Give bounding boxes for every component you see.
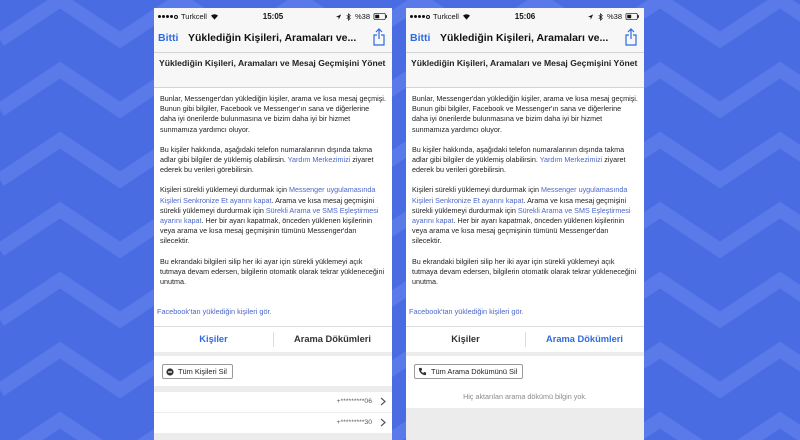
carrier-name: Turkcell: [181, 12, 207, 21]
paragraph-settings: [160, 185, 386, 246]
sync-contacts-link[interactable]: Messenger uygulamasında Kişileri Senkronize Et ayarını kapat: [160, 185, 376, 205]
paragraph-reminder: Bu ekrandaki bilgileri silip her iki ayar için sürekli yüklemeyi açık tutmaya devam edersen, bilgilerin otomatik olarak tekrar yükleneceğini unutma.: [412, 256, 637, 287]
phone-screen-contacts: [154, 8, 392, 440]
minus-circle-icon: [166, 368, 174, 376]
paragraph-intro: Bunlar, Messenger'dan yüklediğin kişiler, arama ve kısa mesaj geçmişi. Bunun gibi bilgiler, Facebook ve Messenger'ın sana ve diğerlerine daha iyi önerilerde bulunmasına ve bizim daha iyi bir hizmet sunmamıza yardımcı oluyor.: [160, 94, 386, 134]
contact-row[interactable]: [154, 392, 392, 412]
navigation-bar: [406, 25, 644, 53]
status-time: 15:05: [262, 12, 284, 21]
help-center-link[interactable]: Yardım Merkezimizi: [287, 155, 351, 165]
bluetooth-icon: [345, 13, 352, 21]
description-text: [412, 94, 638, 297]
status-bar: [406, 8, 644, 25]
delete-button-label: Tüm Arama Dökümünü Sil: [431, 367, 518, 376]
tab-contacts[interactable]: Kişiler: [199, 334, 228, 344]
section-header: [406, 53, 644, 88]
section-header: [154, 53, 392, 88]
text-span: . Arama ve kısa mesaj geçmişini sürekli yüklemeyi durdurmak için: [160, 195, 375, 215]
battery-percent: %38: [354, 12, 370, 21]
text-span: ziyaret ederek bu verileri görebilirsin.: [160, 155, 374, 175]
text-span: Kişileri sürekli yüklemeyi durdurmak için: [160, 185, 290, 195]
done-button[interactable]: Bitti: [410, 32, 431, 44]
section-title: Yüklediğin Kişileri, Aramaları ve Mesaj Geçmişini Yönet: [159, 58, 386, 68]
delete-button-label: Tüm Kişileri Sil: [178, 367, 227, 376]
battery-percent: %38: [606, 12, 622, 21]
facebook-contacts-link[interactable]: Facebook'tan yüklediğin kişileri gör.: [157, 307, 272, 316]
status-time: 15:06: [514, 12, 536, 21]
contact-number: +*********06: [336, 398, 372, 405]
tab-bar: [406, 326, 644, 353]
chevron-right-icon: [380, 418, 386, 427]
paragraph-info: [412, 145, 638, 176]
section-title: Yüklediğin Kişileri, Aramaları ve Mesaj Geçmişini Yönet: [411, 58, 638, 68]
text-span: . Her bir ayarı kapatmak, önceden yüklenen kişilerinin veya arama ve kısa mesaj geçmişinin tümünü Messenger'dan silecektir.: [412, 216, 625, 246]
sync-contacts-link[interactable]: Messenger uygulamasında Kişileri Senkronize Et ayarını kapat: [412, 185, 628, 205]
nav-title: Yüklediğin Kişileri, Aramaları ve...: [440, 32, 609, 44]
share-icon[interactable]: [625, 28, 637, 46]
navigation-bar: [154, 25, 392, 53]
location-arrow-icon: [587, 13, 594, 21]
carrier-name: Turkcell: [433, 12, 459, 21]
nav-title: Yüklediğin Kişileri, Aramaları ve...: [188, 32, 357, 44]
text-span: Kişileri sürekli yüklemeyi durdurmak için: [412, 185, 542, 195]
paragraph-intro: Bunlar, Messenger'dan yüklediğin kişiler, arama ve kısa mesaj geçmişi. Bunun gibi bilgiler, Facebook ve Messenger'ın sana ve diğerlerine daha iyi önerilerde bulunmasına ve bizim daha iyi bir hizmet sunmamıza yardımcı oluyor.: [412, 94, 638, 134]
phone-screen-call-logs: [406, 8, 644, 440]
help-center-link[interactable]: Yardım Merkezimizi: [539, 155, 603, 165]
text-span: . Arama ve kısa mesaj geçmişini sürekli yüklemeyi durdurmak için: [412, 195, 627, 215]
chevron-right-icon: [380, 397, 386, 406]
battery-icon: [373, 13, 388, 20]
text-span: Bu kişiler hakkında, aşağıdaki telefon numaralarının dışında takma adlar gibi bilgiler de yüklemiş olabilirsin.: [160, 144, 373, 165]
bluetooth-icon: [597, 13, 604, 21]
delete-all-call-logs-button[interactable]: [414, 364, 523, 379]
facebook-contacts-link[interactable]: Facebook'tan yüklediğin kişileri gör.: [409, 307, 524, 316]
paragraph-reminder: Bu ekrandaki bilgileri silip her iki ayar için sürekli yüklemeyi açık tutmaya devam edersen, bilgilerin otomatik olarak tekrar yükleneceğini unutma.: [160, 256, 385, 287]
tab-contacts[interactable]: Kişiler: [451, 334, 480, 344]
sms-sync-link[interactable]: Sürekli Arama ve SMS Eşleştirmesi ayarını kapat: [160, 205, 379, 226]
tab-bar: [154, 326, 392, 353]
delete-all-contacts-button[interactable]: [162, 364, 233, 379]
sms-sync-link[interactable]: Sürekli Arama ve SMS Eşleştirmesi ayarını kapat: [412, 205, 631, 226]
contact-number: +*********30: [336, 419, 372, 426]
tab-call-logs[interactable]: Arama Dökümleri: [294, 334, 371, 344]
phone-icon: [418, 367, 427, 376]
contact-row[interactable]: [154, 413, 392, 433]
text-span: Bu kişiler hakkında, aşağıdaki telefon numaralarının dışında takma adlar gibi bilgiler de yüklemiş olabilirsin.: [412, 144, 625, 165]
empty-state-message: Hiç aktarılan arama dökümü bilgin yok.: [463, 392, 587, 401]
location-arrow-icon: [335, 13, 342, 21]
tab-call-logs[interactable]: Arama Dökümleri: [546, 334, 623, 344]
text-span: ziyaret ederek bu verileri görebilirsin.: [412, 155, 626, 175]
share-icon[interactable]: [373, 28, 385, 46]
status-bar: [154, 8, 392, 25]
battery-icon: [625, 13, 640, 20]
paragraph-info: [160, 145, 386, 176]
text-span: . Her bir ayarı kapatmak, önceden yüklenen kişilerinin veya arama ve kısa mesaj geçmişinin tümünü Messenger'dan silecektir.: [160, 216, 373, 246]
paragraph-settings: [412, 185, 638, 246]
description-text: [160, 94, 386, 297]
done-button[interactable]: Bitti: [158, 32, 179, 44]
